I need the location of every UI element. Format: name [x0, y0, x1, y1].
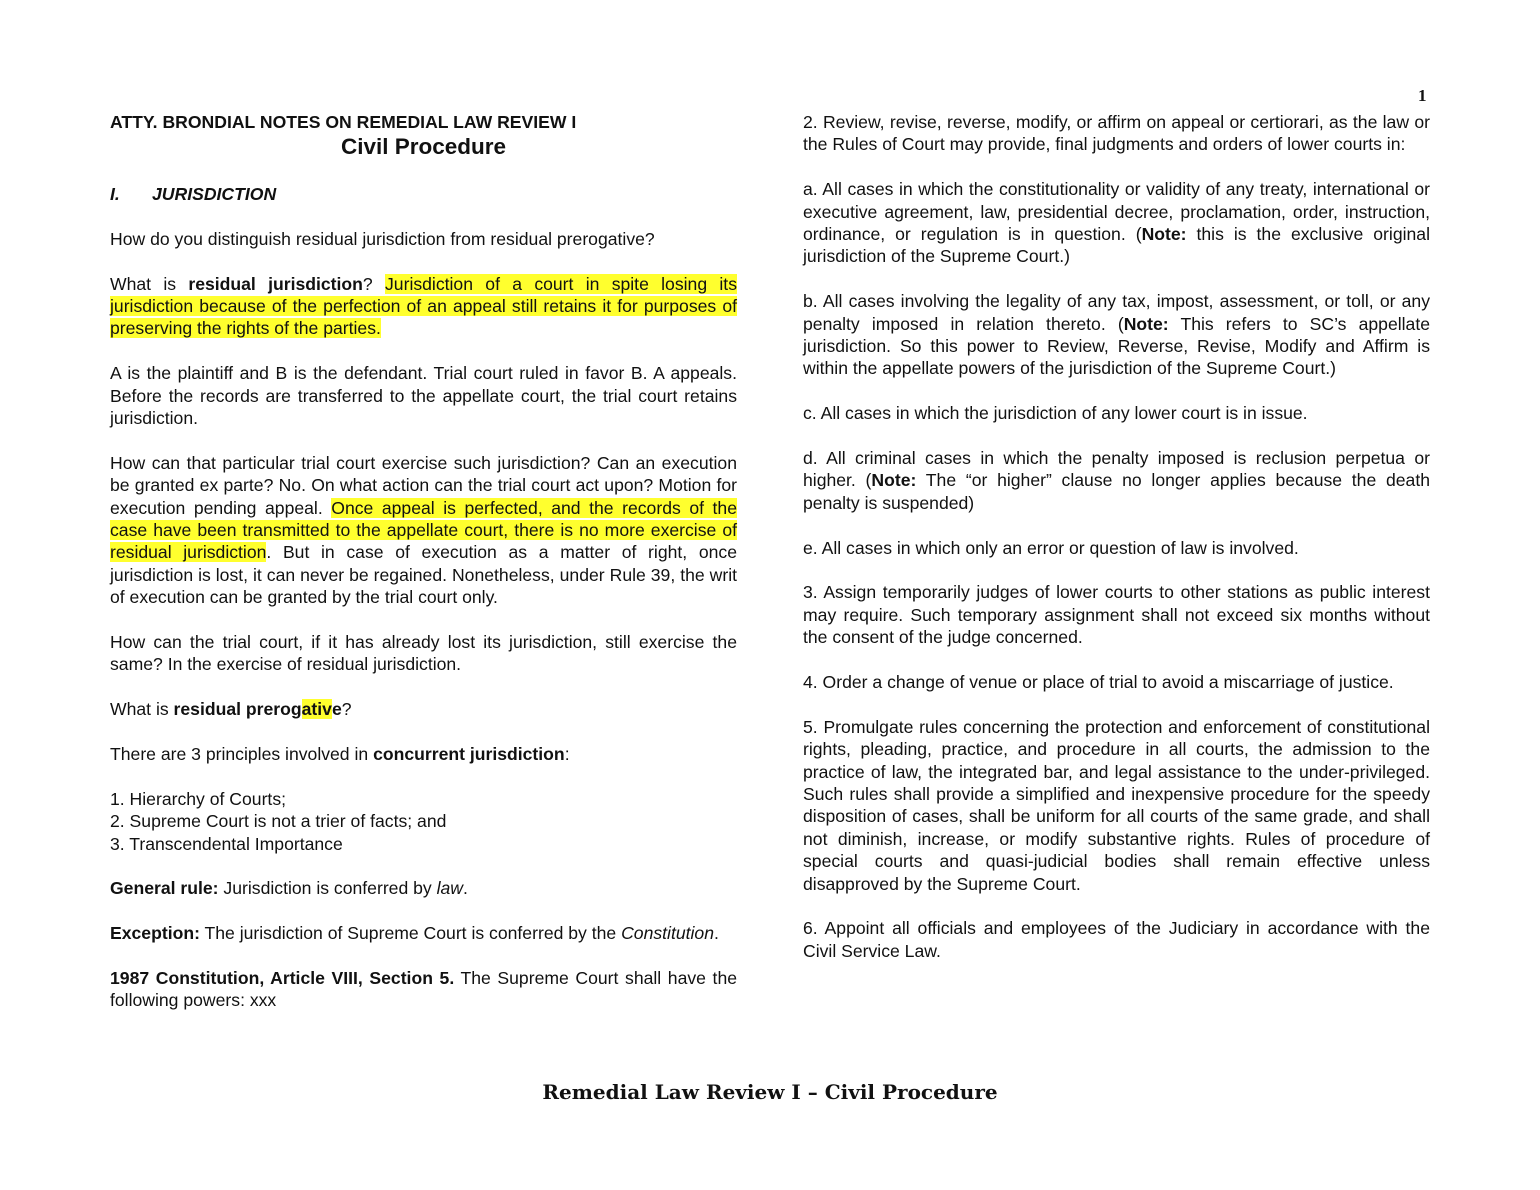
power-6: 6. Appoint all officials and employees of the Judiciary in accordance with the Civil Service Law.: [803, 918, 1430, 961]
list-item: 1. Hierarchy of Courts;: [110, 788, 286, 809]
lost-jurisdiction-paragraph: How can the trial court, if it has already lost its jurisdiction, still exercise the same? In the exercise of residual jurisdiction.: [110, 632, 737, 675]
residual-prerogative-question: What is residual prerogative?: [110, 699, 352, 720]
example-paragraph: A is the plaintiff and B is the defendant. Trial court ruled in favor B. A appeals. Before the records are transferred to the appellate court, the trial court retains jurisdiction.: [110, 363, 737, 429]
power-2b: b. All cases involving the legality of any tax, impost, assessment, or toll, or any penalty imposed in relation thereto. (Note: This refers to SC’s appellate jurisdiction. So this power to Review, Reverse, Revise, Modify and Affirm is within the appellate powers of the jurisdiction of the Supreme Court.): [803, 291, 1430, 379]
concurrent-jurisdiction-intro: There are 3 principles involved in concurrent jurisdiction:: [110, 744, 570, 765]
question-distinguish: How do you distinguish residual jurisdiction from residual prerogative?: [110, 228, 655, 249]
constitution-citation: 1987 Constitution, Article VIII, Section 5. The Supreme Court shall have the following powers: xxx: [110, 968, 738, 1011]
section-heading: [110, 183, 737, 205]
residual-jurisdiction-definition: What is residual jurisdiction? Jurisdiction of a court in spite losing its jurisdiction because of the perfection of an appeal still retains it for purposes of preserving the rights of the parties.: [110, 273, 737, 339]
right-column: [803, 111, 1430, 985]
list-item: 3. Transcendental Importance: [110, 833, 343, 854]
section-title: JURISDICTION: [152, 184, 277, 204]
power-3: 3. Assign temporarily judges of lower courts to other stations as public interest may require. Such temporary assignment shall not exceed six months without the consent of the judge concerned.: [803, 582, 1430, 648]
power-2d: d. All criminal cases in which the penalty imposed is reclusion perpetua or higher. (Note: The “or higher” clause no longer applies because the death penalty is suspended): [803, 448, 1430, 513]
page-footer: Remedial Law Review I – Civil Procedure: [542, 1080, 998, 1104]
power-2c: c. All cases in which the jurisdiction of any lower court is in issue.: [803, 403, 1308, 424]
list-item: 2. Supreme Court is not a trier of facts; and: [110, 811, 447, 832]
section-number: I.: [110, 184, 120, 204]
term-residual-jurisdiction: residual jurisdiction: [188, 273, 363, 294]
left-column: [110, 111, 737, 1034]
highlighted-appeal-perfected: Once appeal is perfected, and the records of the case have been transmitted to the appellate court, there is no more exercise of residual jurisdiction: [110, 497, 737, 563]
power-2a: a. All cases in which the constitutionality or validity of any treaty, international or executive agreement, law, presidential decree, proclamation, order, instruction, ordinance, or regulation is in question. (Note: this is the exclusive original jurisdiction of the Supreme Court.): [803, 179, 1430, 267]
power-5: 5. Promulgate rules concerning the protection and enforcement of constitutional rights, pleading, practice, and procedure in all courts, the admission to the practice of law, the integrated bar, and legal assistance to the under-privileged. Such rules shall provide a simplified and inexpensive procedure for the speedy disposition of cases, shall be uniform for all courts of the same grade, and shall not diminish, increase, or modify substantive rights. Rules of procedure of special courts and quasi-judicial bodies shall remain effective unless disapproved by the Supreme Court.: [803, 716, 1430, 894]
document-title: ATTY. BRONDIAL NOTES ON REMEDIAL LAW REVIEW I: [110, 112, 577, 132]
power-4: 4. Order a change of venue or place of trial to avoid a miscarriage of justice.: [803, 672, 1394, 693]
highlighted-definition: Jurisdiction of a court in spite losing its jurisdiction because of the perfection of an appeal still retains it for purposes of preserving the rights of the parties.: [110, 273, 737, 339]
execution-paragraph: How can that particular trial court exercise such jurisdiction? Can an execution be granted ex parte? No. On what action can the trial court act upon? Motion for execution pending appeal. Once appeal is perfected, and the records of the case have been transmitted to the appellate court, there is no more exercise of residual jurisdiction. But in case of execution as a matter of right, once jurisdiction is lost, it can never be regained. Nonetheless, under Rule 39, the writ of execution can be granted by the trial court only.: [110, 452, 737, 608]
document-subtitle: Civil Procedure: [340, 134, 507, 159]
general-rule: General rule: Jurisdiction is conferred by law.: [110, 878, 468, 899]
page-number: 1: [1418, 86, 1427, 105]
power-2e: e. All cases in which only an error or question of law is involved.: [803, 537, 1299, 558]
principles-list: [110, 788, 737, 855]
power-2: 2. Review, revise, reverse, modify, or affirm on appeal or certiorari, as the law or the Rules of Court may provide, final judgments and orders of lower courts in:: [803, 112, 1430, 155]
exception: Exception: The jurisdiction of Supreme Court is conferred by the Constitution.: [110, 923, 719, 944]
term-residual-prerogative: residual prerogative: [173, 699, 342, 720]
term-concurrent-jurisdiction: concurrent jurisdiction: [373, 744, 565, 765]
